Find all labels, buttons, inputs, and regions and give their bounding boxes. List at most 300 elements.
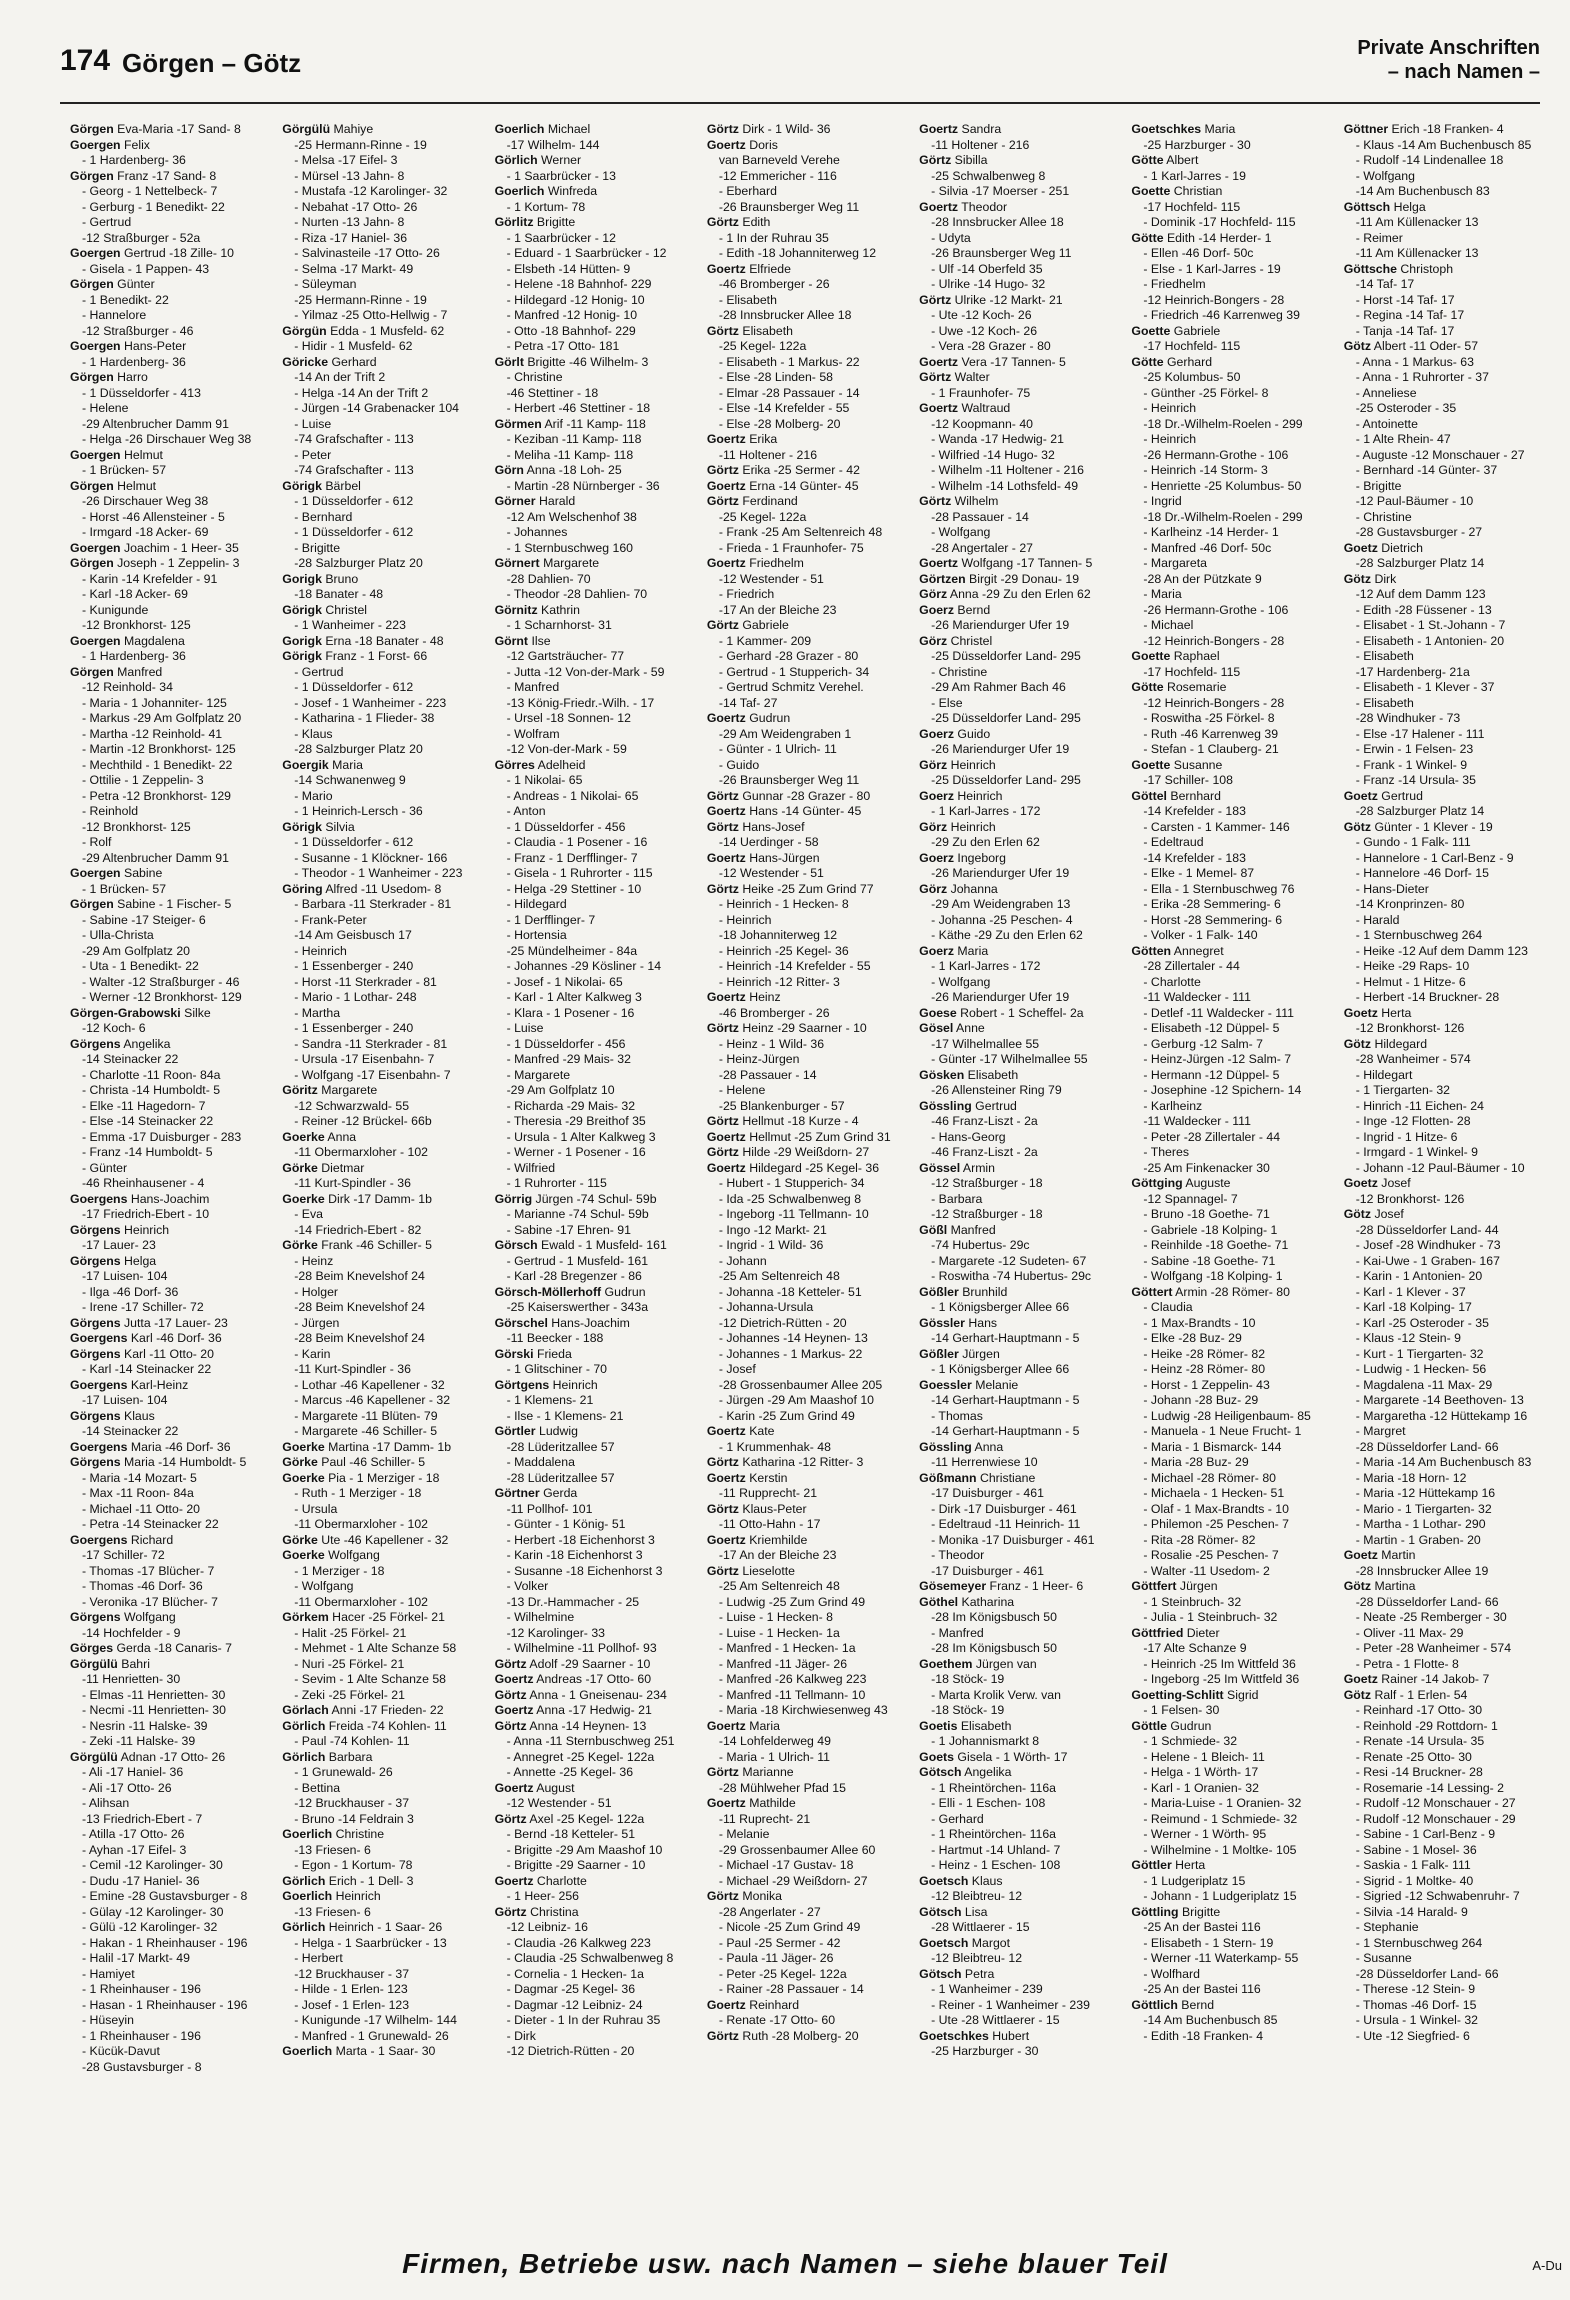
entry-details: - Elke -28 Buz- 29 [1143,1331,1242,1345]
entry-details: -25 Schwalbenweg 8 [931,168,1046,183]
entry-details: - Elisabeth -12 Düppel- 5 [1143,1021,1280,1035]
entry-surname: Goerlich [282,1827,333,1841]
entry-details: - Helga - 1 Saarbrücker - 13 [294,1935,447,1950]
directory-entry [282,556,478,572]
entry-details: -28 Wittlaerer - 15 [931,1920,1030,1934]
entry-surname: Görtz [706,1765,739,1779]
directory-entry [707,417,903,433]
directory-entry [1344,975,1540,991]
directory-entry [707,1471,903,1487]
directory-entry [1344,138,1540,154]
entry-surname: Goetz [1343,540,1378,555]
entry-details: - Halil -17 Markt- 49 [82,1951,190,1965]
directory-entry [70,773,266,789]
directory-entry [1131,479,1327,495]
entry-details: Gabriele [1170,323,1221,338]
directory-column-2 [282,122,478,2240]
entry-details: - Heinz - 1 Wild- 36 [718,1036,825,1051]
entry-details: -18 Stöck- 19 [931,1672,1005,1686]
directory-entry [282,1626,478,1642]
directory-entry [70,1641,266,1657]
directory-entry [282,1874,478,1890]
entry-details: - Ruth - 1 Merziger - 18 [294,1486,422,1500]
directory-entry [282,1982,478,1998]
entry-surname: Göring [282,881,323,896]
entry-details: Angelika [120,1036,171,1051]
directory-entry [1344,1099,1540,1115]
directory-entry [282,1223,478,1239]
entry-details: -11 Am Küllenacker 13 [1355,215,1479,229]
entry-details: -12 Westender - 51 [718,866,824,880]
entry-details: Hans-Josef [738,819,805,834]
directory-entry [1344,1967,1540,1983]
directory-entry [495,138,691,154]
directory-entry [1131,913,1327,929]
entry-details: - Elsbeth -14 Hütten- 9 [506,261,631,276]
entry-details: Jürgen [1176,1579,1218,1593]
directory-entry [495,680,691,696]
entry-details: - 1 Düsseldorfer - 612 [294,525,414,539]
entry-details: Bahri [117,1656,150,1671]
entry-details: Bernhard [1166,788,1221,803]
directory-entry [70,727,266,743]
entry-details: - Hannelore [82,308,147,322]
entry-surname: Görsch [494,1238,538,1252]
directory-entry [495,603,691,619]
entry-surname: Gössel [919,1160,961,1175]
entry-details: Heinrich [954,788,1003,803]
directory-entry [919,990,1115,1006]
directory-entry [70,603,266,619]
entry-details: -11 Kurt-Spindler - 36 [294,1176,411,1190]
entry-details: Helga [1390,199,1426,214]
directory-entry [1344,1471,1540,1487]
directory-entry [919,1967,1115,1983]
directory-entry [1131,1889,1327,1905]
entry-details: Anna -18 Loh- 25 [523,463,622,477]
directory-entry [1131,1595,1327,1611]
directory-entry [1344,215,1540,231]
entry-surname: Goertz [706,478,746,493]
entry-details: -13 Friesen- 6 [294,1842,371,1857]
directory-entry [707,634,903,650]
entry-details: Friedhelm [745,556,804,570]
entry-surname: Goertz [706,1424,746,1438]
directory-entry [919,1378,1115,1394]
entry-details: -12 Schwarzwald- 55 [294,1098,410,1113]
entry-details: August [533,1780,575,1795]
entry-surname: Görgens [70,1253,121,1268]
entry-details: Sibilla [951,153,988,167]
directory-entry [70,541,266,557]
entry-details: - Tanja -14 Taf- 17 [1355,323,1455,338]
directory-entry [70,711,266,727]
entry-details: -25 Am Seltenreich 48 [718,1579,840,1593]
entry-surname: Görtz [494,1718,527,1733]
entry-surname: Götsch [919,1966,962,1981]
entry-details: -14 Schwanenweg 9 [294,773,406,787]
entry-surname: Goerke [282,1191,325,1206]
entry-details: - 1 Wanheimer - 223 [294,618,406,632]
entry-details: - Margarete -46 Schiller- 5 [294,1424,438,1438]
entry-surname: Görtner [494,1486,540,1500]
entry-details: Auguste [1182,1176,1231,1190]
entry-details: Frank -46 Schiller- 5 [317,1238,432,1252]
directory-entry [70,897,266,913]
directory-entry [495,2029,691,2045]
entry-details: - Heinz-Jürgen [718,1052,800,1066]
entry-details: - Maria - 1 Ulrich- 11 [718,1749,830,1764]
entry-details: - Mehmet - 1 Alte Schanze 58 [294,1641,457,1655]
directory-entry [919,1657,1115,1673]
entry-details: - Horst -14 Taf- 17 [1355,292,1455,307]
entry-surname: Götz [1343,1579,1372,1593]
entry-details: - 1 Glitschiner - 70 [506,1362,608,1376]
entry-details: - Dagmar -12 Leibniz- 24 [506,1997,643,2012]
directory-entry [919,1688,1115,1704]
directory-entry [282,293,478,309]
directory-entry [1344,231,1540,247]
directory-entry [1131,928,1327,944]
entry-details: Hans-Peter [120,339,187,353]
directory-entry [495,1192,691,1208]
directory-entry [282,479,478,495]
entry-details: - Ilga -46 Dorf- 36 [82,1284,179,1299]
directory-column-3 [495,122,691,2240]
entry-details: - Sabine -18 Goethe- 71 [1143,1253,1276,1268]
entry-details: - Nuri -25 Förkel- 21 [294,1656,405,1671]
entry-details: - Thomas -17 Blücher- 7 [82,1563,215,1578]
entry-surname: Görtz [706,494,739,508]
directory-entry [707,355,903,371]
directory-entry [1344,680,1540,696]
directory-entry [707,1192,903,1208]
directory-entry [70,293,266,309]
entry-details: - Rita -28 Römer- 82 [1143,1532,1256,1547]
directory-entry [1131,1564,1327,1580]
directory-entry [1344,742,1540,758]
entry-surname: Görgen [70,277,114,291]
entry-surname: Görtz [706,215,739,229]
entry-details: -11 Obermarxloher - 102 [294,1594,429,1609]
entry-details: -28 Beim Knevelshof 24 [294,1300,425,1314]
entry-details: - Necmi -11 Henrietten- 30 [82,1703,226,1717]
entry-details: -13 Friesen- 6 [294,1904,371,1919]
entry-surname: Görtz [706,1021,739,1035]
directory-entry [919,200,1115,216]
entry-details: - Elke -11 Hagedorn- 7 [82,1098,206,1113]
entry-details: -11 Henrietten- 30 [82,1672,181,1686]
entry-details: Erika -25 Sermer - 42 [738,463,860,477]
directory-entry [495,990,691,1006]
entry-surname: Gösken [919,1067,965,1082]
entry-details: -26 Braunsberger Weg 11 [718,773,860,787]
entry-details: Günter [113,277,155,291]
directory-entry [1344,1657,1540,1673]
directory-entry [707,556,903,572]
directory-entry [70,1176,266,1192]
directory-entry [495,727,691,743]
entry-details: -26 Mariendurger Ufer 19 [931,866,1070,880]
directory-entry [707,1750,903,1766]
directory-entry [282,1796,478,1812]
entry-surname: Götz [1343,339,1372,353]
directory-entry [70,1254,266,1270]
entry-details: - Gabriele -18 Kolping- 1 [1143,1222,1278,1237]
entry-details: - Volker [506,1579,549,1593]
entry-details: - Maria-Luise - 1 Oranien- 32 [1143,1796,1302,1810]
directory-entry [919,1905,1115,1921]
entry-details: - Brigitte -29 Saarner - 10 [506,1858,646,1872]
entry-details: -13 König-Friedr.-Wilh. - 17 [506,695,655,710]
entry-surname: Goergens [70,1331,128,1345]
entry-details: - Petra - 1 Flotte- 8 [1355,1656,1459,1671]
entry-details: Günter - 1 Klever - 19 [1371,819,1493,834]
directory-entry [282,618,478,634]
entry-details: - Brigitte [294,540,341,555]
directory-entry [707,1316,903,1332]
directory-entry [707,324,903,340]
entry-surname: Görz [919,757,948,772]
entry-details: - Cemil -12 Karolinger- 30 [82,1858,223,1872]
entry-surname: Goetting-Schlitt [1131,1687,1224,1702]
entry-details: Adelheid [534,757,586,772]
entry-details: - Frank - 1 Winkel- 9 [1355,757,1468,772]
entry-details: - Luise - 1 Hecken- 1a [718,1625,840,1640]
directory-entry [1344,696,1540,712]
entry-details: - Barbara [931,1191,983,1206]
entry-details: -14 Krefelder - 183 [1143,850,1246,865]
directory-entry [1344,618,1540,634]
directory-entry [282,1502,478,1518]
directory-entry [70,1564,266,1580]
entry-details: - Hubert - 1 Stupperich- 34 [718,1176,865,1190]
directory-entry [919,1765,1115,1781]
page-number: 174 [60,44,111,77]
entry-details: - Ingrid [1143,494,1182,508]
entry-surname: Görtz [706,881,739,896]
entry-details: - Hermann -12 Düppel- 5 [1143,1067,1280,1082]
entry-details: - Wolfgang [1355,168,1415,183]
directory-entry [919,773,1115,789]
directory-entry [70,370,266,386]
directory-entry [1344,432,1540,448]
entry-details: -29 Altenbrucher Damm 91 [82,850,229,865]
directory-entry [919,1486,1115,1502]
entry-details: - Johanna-Ursula [718,1300,814,1314]
entry-details: -12 Dietrich-Rütten - 20 [506,2044,635,2058]
directory-entry [919,1440,1115,1456]
entry-details: -28 Lüderitzallee 57 [506,1470,615,1485]
entry-details: - Theodor [931,1548,985,1562]
entry-details: Heinrich [332,1889,381,1903]
directory-entry [282,138,478,154]
directory-entry [1344,1347,1540,1363]
directory-entry [919,122,1115,138]
entry-details: - Gertrud - 1 Musfeld- 161 [506,1253,649,1268]
directory-entry [707,1889,903,1905]
directory-entry [282,882,478,898]
directory-entry [707,1254,903,1270]
directory-entry [282,1595,478,1611]
entry-details: Marianne [738,1765,794,1779]
directory-entry [1344,1378,1540,1394]
directory-entry [1344,851,1540,867]
directory-entry [919,1207,1115,1223]
directory-entry [495,1734,691,1750]
entry-details: - Elmar -28 Passauer - 14 [718,385,860,400]
directory-entry [1344,1688,1540,1704]
directory-entry [707,370,903,386]
entry-surname: Göttsch [1343,199,1391,214]
entry-details: - Roswitha -74 Hubertus- 29c [931,1269,1092,1283]
directory-entry [282,1967,478,1983]
entry-details: - Martha - 1 Lothar- 290 [1355,1517,1486,1531]
entry-details: - Johanna -18 Ketteler- 51 [718,1284,862,1299]
directory-entry [919,1610,1115,1626]
directory-entry [1344,1564,1540,1580]
directory-entry [919,1409,1115,1425]
entry-details: -18 Dr.-Wilhelm-Roelen - 299 [1143,509,1303,524]
directory-entry [919,1238,1115,1254]
directory-entry [707,758,903,774]
entry-surname: Goerke [282,1439,325,1454]
entry-details: Anna - 1 Gneisenau- 234 [526,1687,667,1702]
directory-entry [282,1238,478,1254]
directory-entry [495,711,691,727]
entry-details: Hacer -25 Förkel- 21 [328,1610,445,1624]
directory-entry [70,1269,266,1285]
directory-entry [1344,246,1540,262]
directory-entry [70,1796,266,1812]
directory-entry [919,1889,1115,1905]
directory-entry [707,1858,903,1874]
directory-entry [919,1641,1115,1657]
entry-details: - Egon - 1 Kortum- 78 [294,1858,413,1872]
directory-entry [707,1734,903,1750]
entry-details: -14 Am Buchenbusch 83 [1355,184,1490,198]
directory-entry [919,1455,1115,1471]
entry-details: -25 Harzburger - 30 [931,2044,1039,2058]
entry-details: -28 Mühlweher Pfad 15 [718,1780,846,1795]
entry-surname: Goerz [919,788,954,803]
entry-details: - Margareta [1143,556,1207,570]
directory-entry [1131,1114,1327,1130]
entry-details: - Brigitte [1355,478,1402,493]
entry-details: - Ursula -17 Eisenbahn- 7 [294,1052,435,1066]
entry-surname: Görz [919,633,948,648]
directory-entry [707,696,903,712]
directory-entry [1344,1424,1540,1440]
directory-entry [919,1951,1115,1967]
entry-details: -28 Wanheimer - 574 [1355,1052,1471,1066]
directory-entry [1344,773,1540,789]
directory-entry [1344,820,1540,836]
entry-details: - Petra -17 Otto- 181 [506,339,620,353]
directory-entry [1344,1672,1540,1688]
entry-surname: Görtz [706,1455,739,1469]
directory-entry [70,1765,266,1781]
directory-entry [707,479,903,495]
directory-entry [707,1285,903,1301]
directory-entry [282,603,478,619]
directory-entry [70,1331,266,1347]
directory-entry [1131,1052,1327,1068]
entry-details: - Jutta -12 Von-der-Mark - 59 [506,664,665,679]
entry-details: - Nurten -13 Jahn- 8 [294,215,405,229]
directory-entry [1344,1610,1540,1626]
entry-details: - Martin -28 Nürnberger - 36 [506,478,660,493]
directory-entry [707,401,903,417]
directory-entry [282,1021,478,1037]
directory-entry [1344,1006,1540,1022]
directory-entry [495,835,691,851]
directory-entry [707,525,903,541]
entry-surname: Goertz [706,1718,746,1733]
entry-details: Erika [745,432,778,446]
directory-entry [919,215,1115,231]
entry-details: -26 Braunsberger Weg 11 [931,246,1072,260]
entry-details: - Monika -17 Duisburger - 461 [931,1532,1095,1547]
entry-details: - 1 Derfflinger- 7 [506,912,596,927]
entry-details: - Michaela - 1 Hecken- 51 [1143,1486,1285,1500]
entry-details: - Magdalena -11 Max- 29 [1355,1377,1493,1392]
directory-entry [70,1300,266,1316]
entry-details: - Johannes -29 Kösliner - 14 [506,959,662,973]
directory-entry [70,758,266,774]
entry-details: - 1 Düsseldorfer - 612 [294,835,414,849]
entry-surname: Görtz [706,788,739,803]
directory-entry [707,1300,903,1316]
entry-surname: Görlich [282,1718,326,1733]
directory-entry [919,1037,1115,1053]
entry-surname: Goerz [919,850,954,865]
directory-entry [495,1316,691,1332]
entry-details: Heinrich [549,1377,598,1392]
entry-surname: Görtz [706,1145,739,1159]
entry-details: - Bruno -18 Goethe- 71 [1143,1207,1270,1221]
entry-details: - Christine [931,664,988,679]
directory-entry [1344,1827,1540,1843]
entry-details: -26 Braunsberger Weg 11 [718,199,860,214]
directory-entry [707,1579,903,1595]
directory-entry [707,510,903,526]
entry-details: -29 Am Golfplatz 20 [82,943,190,958]
directory-entry [70,1161,266,1177]
entry-details: -28 Passauer - 14 [931,509,1029,524]
directory-entry [1344,897,1540,913]
entry-surname: Görz [919,881,948,896]
entry-surname: Görigk [282,478,322,493]
entry-details: Hans [964,1315,998,1330]
directory-entry [282,1316,478,1332]
entry-details: - Maddalena [506,1455,575,1469]
directory-entry [1131,835,1327,851]
directory-entry [919,1719,1115,1735]
entry-details: - Meliha -11 Kamp- 118 [506,447,634,462]
entry-surname: Gössler [919,1315,965,1330]
directory-entry [282,1347,478,1363]
entry-details: -12 Leibniz- 16 [506,1920,588,1934]
entry-details: Anna -29 Zu den Erlen 62 [947,587,1091,601]
entry-details: -25 Harzburger - 30 [1143,137,1251,152]
entry-details: - Guido [718,757,760,772]
entry-details: -12 Straßburger - 18 [931,1207,1043,1221]
directory-entry [1344,1812,1540,1828]
entry-details: Armin -28 Römer- 80 [1172,1284,1290,1299]
entry-details: -14 Gerhart-Hauptmann - 5 [931,1331,1080,1345]
directory-entry [919,386,1115,402]
